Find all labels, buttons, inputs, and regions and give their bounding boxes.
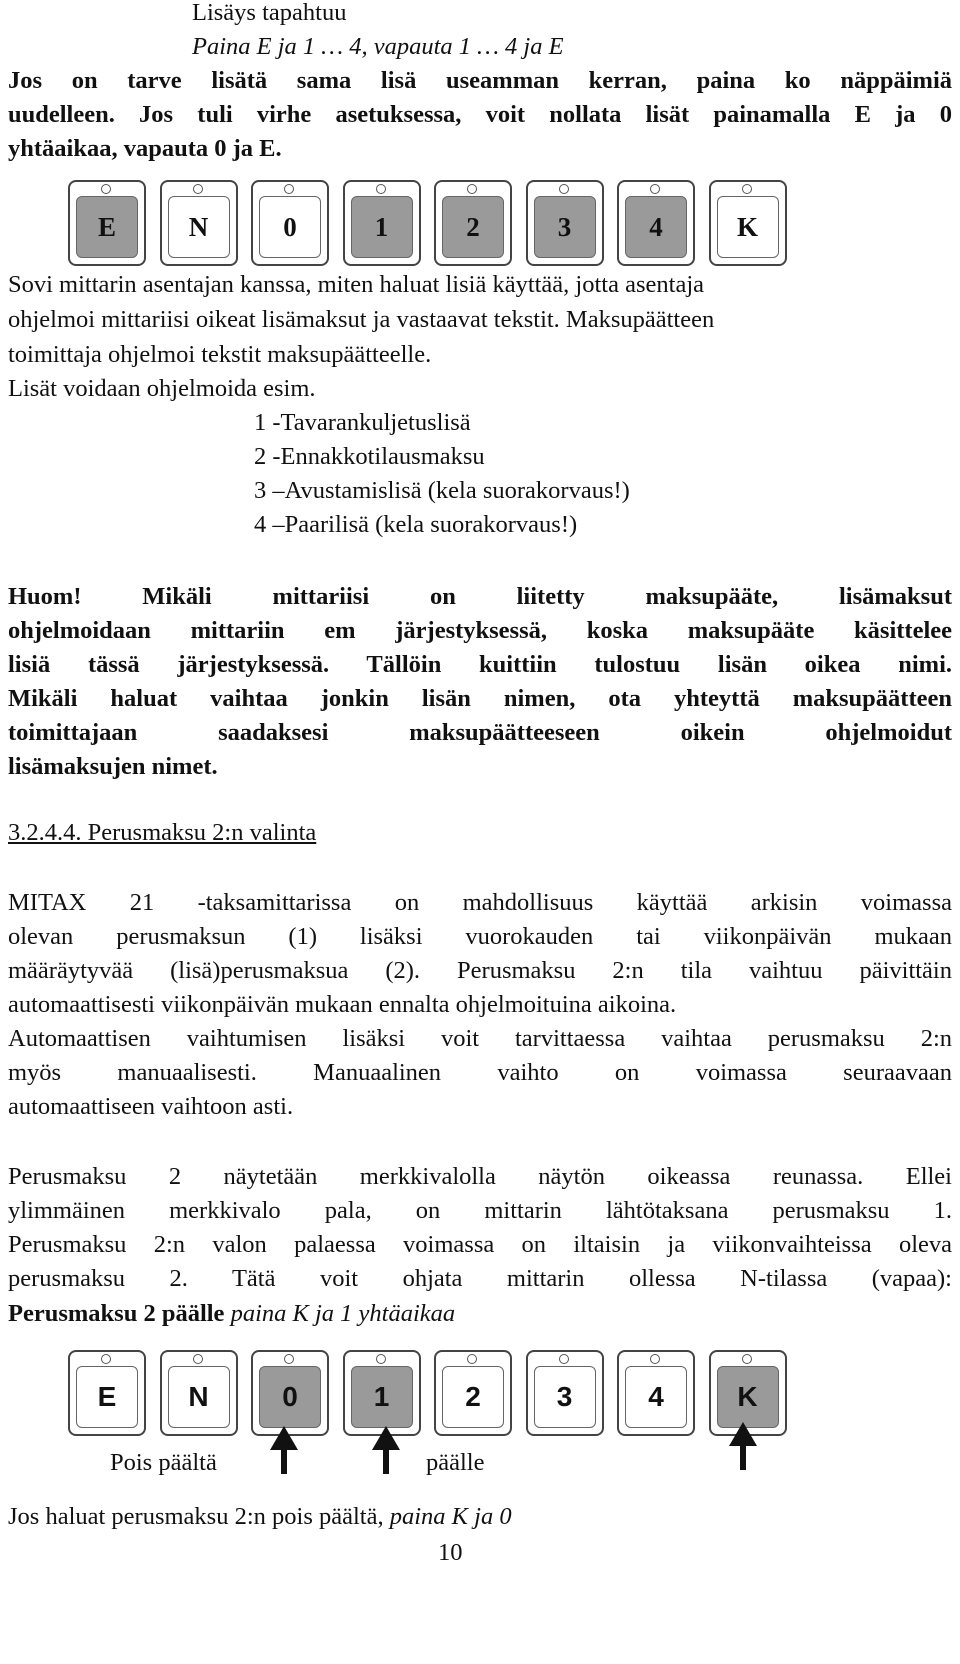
indicator-light-icon [284, 1354, 294, 1364]
list-item-3: 3 –Avustamislisä (kela suorakorvaus!) [254, 477, 630, 504]
indicator-light-icon [284, 184, 294, 194]
list-item-1: 1 -Tavarankuljetuslisä [254, 409, 471, 436]
bold-line-1: Jos on tarve lisätä sama lisä useamman kerran, paina ko näppäimiä [8, 67, 952, 94]
off-instruction-line [8, 1500, 512, 1534]
arrow-up-icon [268, 1424, 300, 1476]
indicator-light-icon [101, 184, 111, 194]
key-e[interactable] [68, 180, 146, 266]
label-paalle: päälle [426, 1449, 485, 1476]
indicator-light-icon [650, 1354, 660, 1364]
para2-line-3: Perusmaksu 2:n valon palaessa voimassa on iltaisin ja viikonvaihteissa oleva [8, 1231, 952, 1258]
sovi-line-1: Sovi mittarin asentajan kanssa, miten haluat lisiä käyttää, jotta asentaja [8, 271, 705, 298]
indicator-light-icon [467, 184, 477, 194]
key-e[interactable] [68, 1350, 146, 1436]
para2-line-4: perusmaksu 2. Tätä voit ohjata mittarin ollessa N-tilassa (vapaa): [8, 1265, 952, 1292]
indicator-light-icon [650, 184, 660, 194]
indicator-light-icon [742, 184, 752, 194]
arrow-up-icon [727, 1420, 759, 1472]
key-2[interactable] [434, 180, 512, 266]
off-instruction-text: Jos haluat perusmaksu 2:n pois päältä, [8, 1503, 384, 1530]
keypad-2 [0, 1350, 960, 1450]
para1-line-2: olevan perusmaksun (1) lisäksi vuorokauden tai viikonpäivän mukaan [8, 923, 952, 950]
key-label: 4 [648, 1381, 664, 1412]
huom-line-3: lisiä tässä järjestyksessä. Tällöin kuittiin tulostuu lisän oikea nimi. [8, 651, 952, 678]
para1-line-3: määräytyvää (lisä)perusmaksua (2). Perusmaksu 2:n tila vaihtuu päivittäin [8, 957, 952, 984]
huom-line-4: Mikäli haluat vaihtaa jonkin lisän nimen, ota yhteyttä maksupäätteen [8, 685, 952, 712]
indicator-light-icon [101, 1354, 111, 1364]
huom-line-2: ohjelmoidaan mittariin em järjestyksessä, koska maksupääte käsittelee [8, 617, 952, 644]
key-label: 1 [373, 1381, 390, 1412]
key-1[interactable] [343, 180, 421, 266]
indicator-light-icon [742, 1354, 752, 1364]
key-2[interactable] [434, 1350, 512, 1436]
key-label: N [188, 212, 209, 242]
sovi-line-2: ohjelmoi mittariisi oikeat lisämaksut ja vastaavat tekstit. Maksupäätteen [8, 306, 715, 333]
key-label: K [737, 1381, 758, 1412]
list-item-4: 4 –Paarilisä (kela suorakorvaus!) [254, 511, 578, 538]
list-item-2: 2 -Ennakkotilausmaksu [254, 443, 485, 470]
huom-line-1: Huom! Mikäli mittariisi on liitetty maksupääte, lisämaksut [8, 583, 952, 610]
key-label: 4 [649, 212, 663, 242]
arrow-up-icon [370, 1424, 402, 1476]
key-label: K [736, 212, 758, 242]
heading-lisays: Lisäys tapahtuu [192, 0, 347, 26]
key-3[interactable] [526, 180, 604, 266]
page-number: 10 [438, 1539, 463, 1566]
key-k[interactable] [709, 180, 787, 266]
perusmaksu-on-bold: Perusmaksu 2 päälle [8, 1300, 225, 1327]
bold-line-2: uudelleen. Jos tuli virhe asetuksessa, voit nollata lisät painamalla E ja 0 [8, 101, 952, 128]
key-label: E [97, 212, 116, 242]
key-label: 3 [556, 1381, 573, 1412]
section-heading: 3.2.4.4. Perusmaksu 2:n valinta [8, 819, 317, 846]
key-label: 2 [466, 212, 480, 242]
para2-line-1: Perusmaksu 2 näytetään merkkivalolla näytön oikeassa reunassa. Ellei [8, 1163, 952, 1190]
indicator-light-icon [559, 184, 569, 194]
key-3[interactable] [526, 1350, 604, 1436]
off-instruction-italic: paina K ja 0 [389, 1503, 512, 1530]
key-label: 0 [283, 212, 297, 242]
para2-line-2: ylimmäinen merkkivalo pala, on mittarin lähtötaksana perusmaksu 1. [8, 1197, 952, 1224]
key-0[interactable] [251, 180, 329, 266]
huom-line-6: lisämaksujen nimet. [8, 753, 218, 780]
key-label: 1 [374, 212, 389, 242]
label-pois-paalta: Pois päältä [110, 1449, 217, 1476]
key-4[interactable] [617, 1350, 695, 1436]
keypad-1 [0, 180, 960, 280]
para1-line-4: automaattisesti viikonpäivän mukaan ennalta ohjelmoituina aikoina. [8, 991, 677, 1018]
indicator-light-icon [467, 1354, 477, 1364]
sovi-line-4: Lisät voidaan ohjelmoida esim. [8, 375, 316, 402]
indicator-light-icon [559, 1354, 569, 1364]
key-label: E [97, 1381, 117, 1412]
key-label: 3 [557, 212, 572, 242]
key-label: N [188, 1381, 209, 1412]
para1-line-1: MITAX 21 -taksamittarissa on mahdollisuus käyttää arkisin voimassa [8, 889, 952, 916]
perusmaksu-on-italic: paina K ja 1 yhtäaikaa [230, 1300, 456, 1327]
indicator-light-icon [376, 1354, 386, 1364]
huom-line-5: toimittajaan saadaksesi maksupäätteeseen oikein ohjelmoidut [8, 719, 952, 746]
para1-line-5: Automaattisen vaihtumisen lisäksi voit tarvittaessa vaihtaa perusmaksu 2:n [8, 1025, 952, 1052]
para1-line-7: automaattiseen vaihtoon asti. [8, 1093, 294, 1120]
instruction-lisays: Paina E ja 1 … 4, vapauta 1 … 4 ja E [192, 33, 564, 60]
key-label: 2 [465, 1381, 481, 1412]
key-4[interactable] [617, 180, 695, 266]
key-n[interactable] [160, 180, 238, 266]
indicator-light-icon [193, 184, 203, 194]
sovi-line-3: toimittaja ohjelmoi tekstit maksupäätteelle. [8, 341, 432, 368]
key-label: 0 [282, 1381, 298, 1412]
para1-line-6: myös manuaalisesti. Manuaalinen vaihto on voimassa seuraavaan [8, 1059, 952, 1086]
indicator-light-icon [376, 184, 386, 194]
bold-line-3: yhtäaikaa, vapauta 0 ja E. [8, 135, 282, 162]
indicator-light-icon [193, 1354, 203, 1364]
perusmaksu-on-line [8, 1297, 455, 1331]
key-n[interactable] [160, 1350, 238, 1436]
